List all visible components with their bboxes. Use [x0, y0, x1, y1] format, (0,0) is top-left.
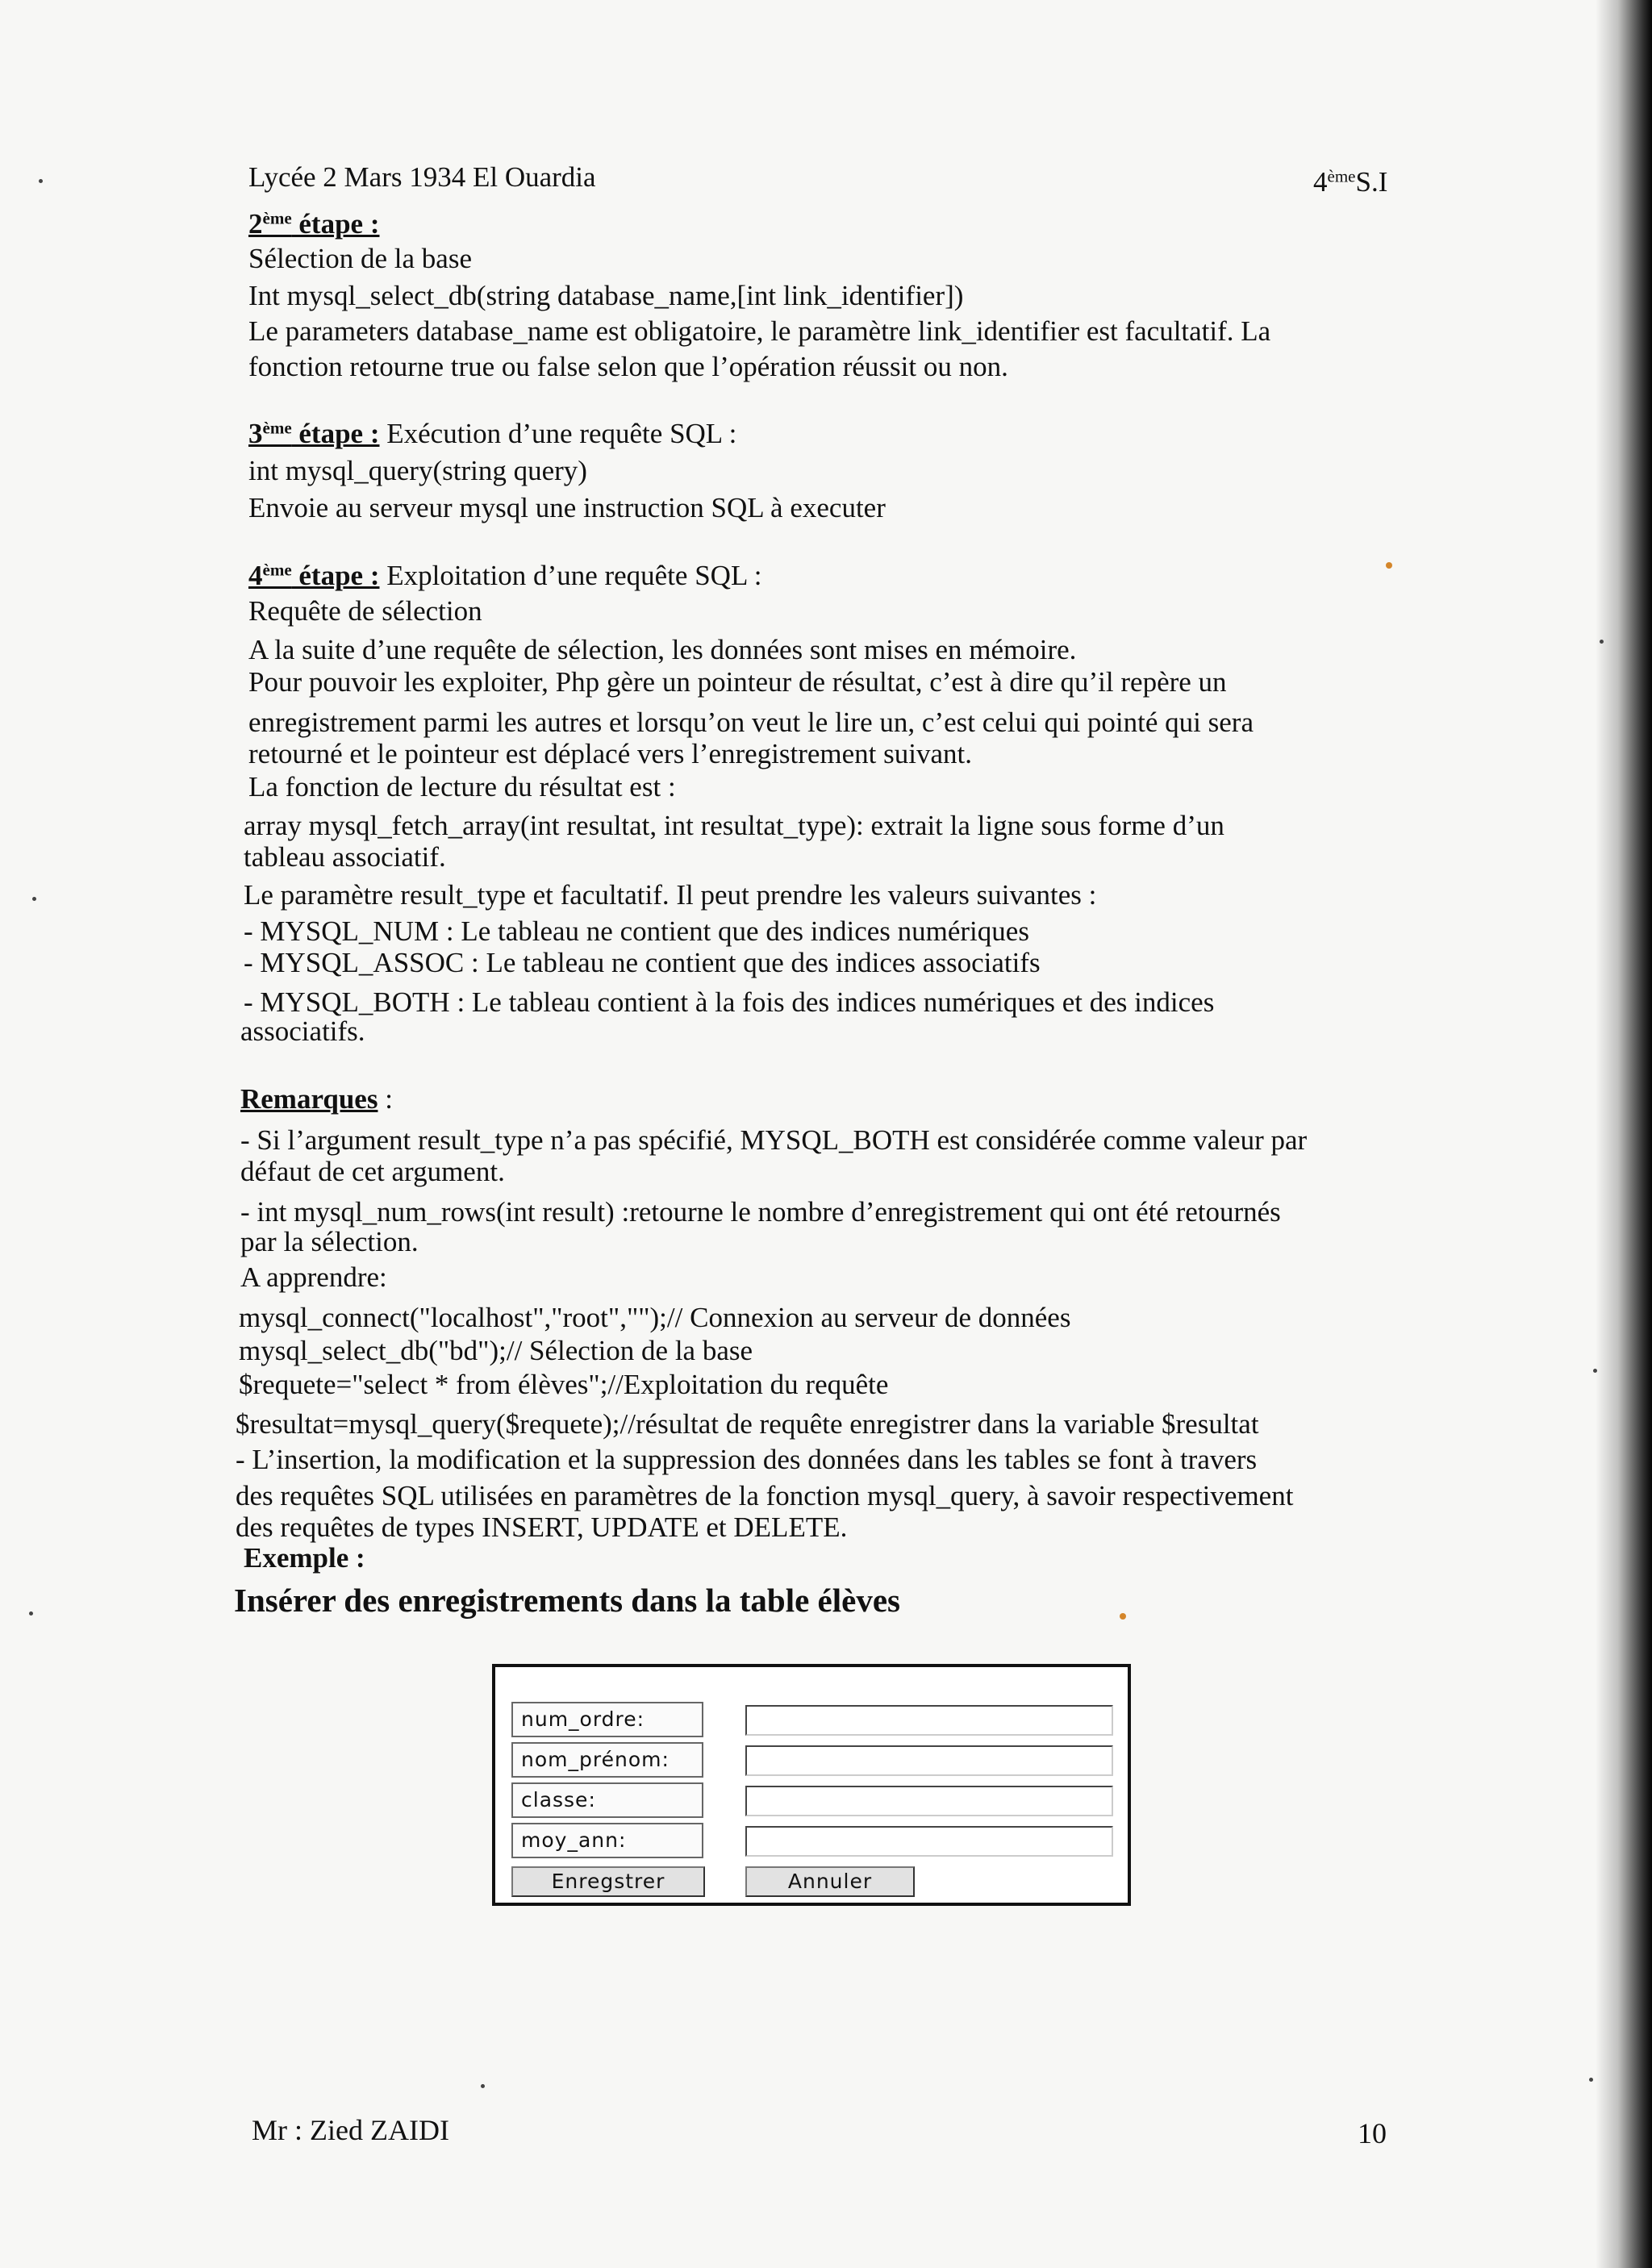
scan-speck	[39, 179, 43, 183]
submit-button[interactable]: Enregstrer	[511, 1866, 705, 1897]
classe-input[interactable]	[745, 1786, 1113, 1816]
scan-speck	[29, 1611, 33, 1616]
code-line: mysql_select_db("bd");// Sélection de la base	[239, 1335, 753, 1366]
step4-num: 4	[248, 560, 263, 591]
scan-speck	[1589, 2078, 1593, 2082]
nom-prenom-input[interactable]	[745, 1745, 1113, 1776]
step2-line: Sélection de la base	[248, 243, 472, 274]
step3-num: 3	[248, 418, 263, 449]
scan-speck	[1386, 562, 1392, 569]
remark-line: des requêtes de types INSERT, UPDATE et DELETE.	[236, 1511, 848, 1543]
class-section: S.I	[1355, 166, 1388, 198]
page-number: 10	[1358, 2117, 1387, 2149]
moy-ann-input[interactable]	[745, 1826, 1113, 1857]
nom-prenom-label: nom_prénom:	[511, 1742, 703, 1778]
example-title: Insérer des enregistrements dans la table élèves	[234, 1582, 900, 1619]
step2-num: 2	[248, 208, 263, 240]
step4-label: étape :	[291, 560, 380, 591]
step4-line: Le paramètre result_type et facultatif. Il peut prendre les valeurs suivantes :	[244, 879, 1097, 911]
remark-line: par la sélection.	[240, 1226, 419, 1257]
reset-button[interactable]: Annuler	[745, 1866, 915, 1897]
author: Mr : Zied ZAIDI	[252, 2114, 449, 2146]
remark-line: - int mysql_num_rows(int result) :retourne le nombre d’enregistrement qui ont été retournés	[240, 1196, 1281, 1228]
scan-speck	[1593, 1369, 1597, 1373]
step2-label: étape :	[291, 208, 380, 240]
num-ordre-input[interactable]	[745, 1705, 1113, 1736]
example-label: Exemple :	[244, 1542, 365, 1574]
step2-line: fonction retourne true ou false selon que l’opération réussit ou non.	[248, 351, 1008, 382]
step4-line: enregistrement parmi les autres et lorsqu’on veut le lire un, c’est celui qui pointé qui sera	[248, 707, 1254, 738]
remarks-title: Remarques	[240, 1083, 378, 1115]
scan-speck	[1120, 1613, 1126, 1620]
step3-sup: ème	[262, 418, 292, 438]
num-ordre-label: num_ordre:	[511, 1702, 703, 1737]
code-line: $resultat=mysql_query($requete);//résultat de requête enregistrer dans la variable $resultat	[236, 1408, 1259, 1440]
step2-sup: ème	[262, 208, 292, 228]
code-line: mysql_connect("localhost","root","");// Connexion au serveur de données	[239, 1302, 1071, 1333]
remarks-colon: :	[378, 1083, 393, 1115]
class-label	[1313, 166, 1387, 198]
school-name: Lycée 2 Mars 1934 El Ouardia	[248, 161, 596, 193]
step4-line: array mysql_fetch_array(int resultat, int resultat_type): extrait la ligne sous forme d’un	[244, 810, 1224, 841]
step4-line: tableau associatif.	[244, 841, 446, 873]
form-row-moy-ann	[511, 1823, 1124, 1860]
step3-title: Exécution d’une requête SQL :	[379, 418, 737, 449]
form-row-num-ordre	[511, 1702, 1124, 1739]
remark-line: - L’insertion, la modification et la suppression des données dans les tables se font à travers	[236, 1444, 1258, 1475]
scan-shadow-edge	[1596, 0, 1652, 2268]
moy-ann-label: moy_ann:	[511, 1823, 703, 1858]
step2-line: Int mysql_select_db(string database_name,[int link_identifier])	[248, 280, 964, 311]
remark-line: A apprendre:	[240, 1261, 387, 1293]
step4-title: Exploitation d’une requête SQL :	[379, 560, 762, 591]
class-sup: ème	[1327, 166, 1356, 186]
step4-list-item: - MYSQL_BOTH : Le tableau contient à la fois des indices numériques et des indices	[244, 986, 1215, 1018]
step4-list-item: - MYSQL_ASSOC : Le tableau ne contient que des indices associatifs	[244, 947, 1041, 978]
step4-sup: ème	[262, 560, 292, 580]
step4-line: La fonction de lecture du résultat est :	[248, 771, 676, 803]
step4-line: retourné et le pointeur est déplacé vers l’enregistrement suivant.	[248, 738, 973, 769]
step4-line: associatifs.	[240, 1015, 365, 1047]
scan-speck	[481, 2084, 485, 2088]
step3-line: Envoie au serveur mysql une instruction SQL à executer	[248, 492, 886, 523]
scan-speck	[32, 897, 36, 901]
step3-heading	[248, 418, 736, 450]
step2-line: Le parameters database_name est obligatoire, le paramètre link_identifier est facultatif. La	[248, 315, 1271, 347]
remark-line: - Si l’argument result_type n’a pas spécifié, MYSQL_BOTH est considérée comme valeur par	[240, 1124, 1308, 1156]
step4-line: A la suite d’une requête de sélection, les données sont mises en mémoire.	[248, 634, 1077, 665]
remark-line: des requêtes SQL utilisées en paramètres de la fonction mysql_query, à savoir respectivement	[236, 1480, 1294, 1511]
classe-label: classe:	[511, 1782, 703, 1818]
step3-line: int mysql_query(string query)	[248, 455, 587, 486]
step4-list-item: - MYSQL_NUM : Le tableau ne contient que des indices numériques	[244, 915, 1029, 947]
step4-line: Requête de sélection	[248, 595, 482, 627]
remark-line: défaut de cet argument.	[240, 1156, 505, 1187]
form-row-nom-prenom	[511, 1742, 1124, 1779]
code-line: $requete="select * from élèves";//Exploitation du requête	[239, 1369, 889, 1400]
insert-form	[492, 1664, 1131, 1906]
step3-label: étape :	[291, 418, 380, 449]
step4-heading	[248, 560, 762, 592]
form-row-classe	[511, 1782, 1124, 1820]
scan-speck	[1600, 640, 1604, 644]
step4-line: Pour pouvoir les exploiter, Php gère un pointeur de résultat, c’est à dire qu’il repère un	[248, 666, 1227, 698]
remarks-heading	[240, 1083, 393, 1115]
class-level: 4	[1313, 166, 1328, 198]
step2-heading	[248, 208, 380, 240]
